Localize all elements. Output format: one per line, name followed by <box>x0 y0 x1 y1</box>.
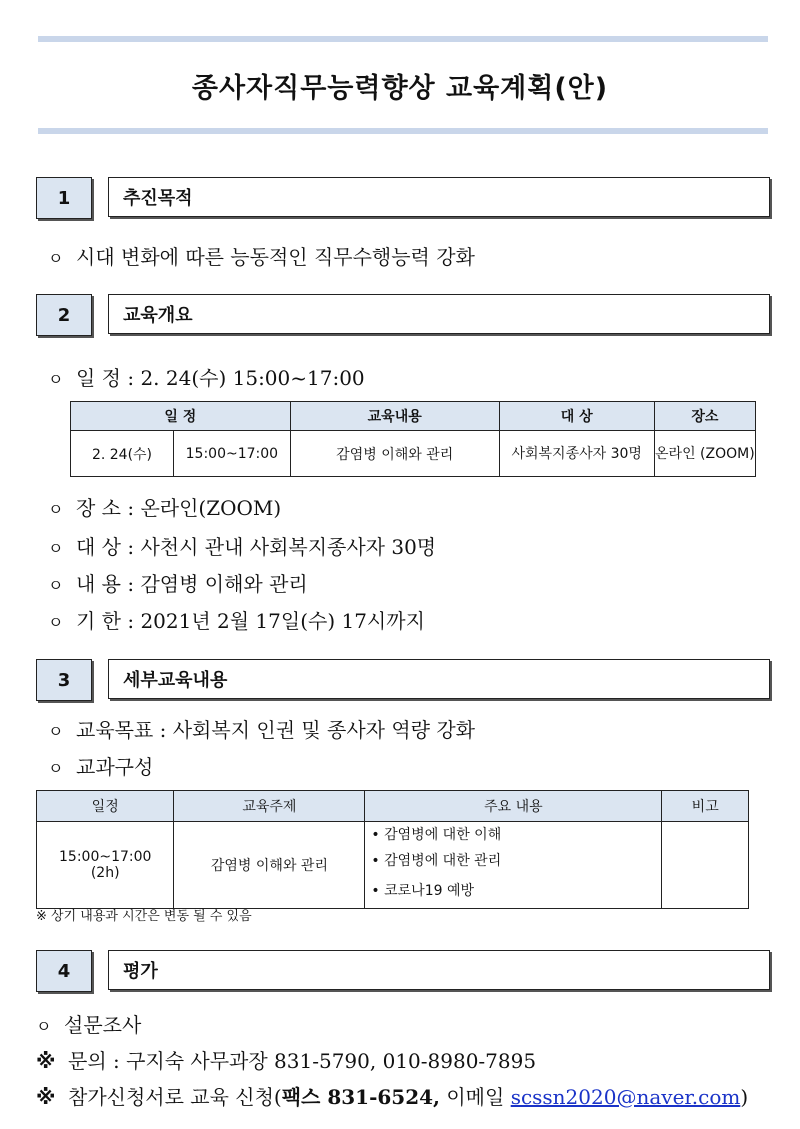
reference-mark-icon: ※ <box>36 1049 56 1073</box>
goal-line <box>48 714 475 743</box>
composition-text: 교과구성 <box>76 755 154 779</box>
bullet-icon: ㅇ <box>48 500 64 519</box>
list-item: • 감염병에 대한 관리 <box>371 853 502 869</box>
bullet-icon: ㅇ <box>48 613 64 632</box>
table-cell-topic: 감염병 이해와 관리 <box>174 822 365 909</box>
bullet-icon: ㅇ <box>48 576 64 595</box>
page-title: 종사자직무능력향상 교육계획(안) <box>191 73 609 104</box>
deadline-line <box>48 605 425 634</box>
section-number: 2 <box>36 294 92 336</box>
target-line <box>48 531 436 560</box>
section-4-header <box>36 950 772 992</box>
table-header: 교육내용 <box>290 402 499 431</box>
section-3-header <box>36 659 772 701</box>
change-note: ※ 상기 내용과 시간은 변동 될 수 있음 <box>36 909 252 924</box>
bullet-icon: ㅇ <box>48 722 64 741</box>
list-item: • 코로나19 예방 <box>371 883 475 899</box>
reference-mark-icon: ※ <box>36 1085 56 1109</box>
apply-text: 참가신청서로 교육 신청( <box>68 1085 282 1109</box>
table-cell-items <box>365 822 662 909</box>
table-header: 대 상 <box>499 402 654 431</box>
overview-table <box>70 401 756 477</box>
table-header: 장소 <box>654 402 755 431</box>
bullet-icon: ㅇ <box>48 759 64 778</box>
table-header: 일 정 <box>71 402 291 431</box>
survey-text: 설문조사 <box>64 1013 142 1037</box>
apply-email-label: 이메일 <box>440 1085 511 1109</box>
schedule-line <box>48 362 365 391</box>
table-header: 비고 <box>662 791 749 822</box>
composition-line <box>48 751 153 780</box>
inquiry-line <box>36 1045 536 1074</box>
table-header: 주요 내용 <box>365 791 662 822</box>
survey-line <box>36 1009 141 1038</box>
table-cell-remark <box>662 822 749 909</box>
content-line <box>48 568 308 597</box>
section-title: 평가 <box>108 950 770 990</box>
section-1-header <box>36 177 772 219</box>
deadline-text: 기 한 : 2021년 2월 17일(수) 17시까지 <box>76 609 425 633</box>
table-header: 일정 <box>37 791 174 822</box>
table-cell-date: 2. 24(수) <box>71 431 174 477</box>
place-line <box>48 492 281 521</box>
curriculum-table <box>36 790 749 909</box>
table-cell-time: 15:00~17:00 <box>174 431 291 477</box>
goal-text: 교육목표 : 사회복지 인권 및 종사자 역량 강화 <box>76 718 475 742</box>
section-title: 추진목적 <box>108 177 770 217</box>
purpose-line <box>48 241 475 270</box>
table-cell-content: 감염병 이해와 관리 <box>290 431 499 477</box>
email-link[interactable]: scssn2020@naver.com <box>510 1085 741 1109</box>
inquiry-text: 문의 : 구지숙 사무과장 831-5790, 010-8980-7895 <box>68 1049 537 1073</box>
table-cell-time: 15:00~17:00 (2h) <box>37 822 174 909</box>
schedule-text: 일 정 : 2. 24(수) 15:00~17:00 <box>76 366 365 390</box>
top-rule <box>38 36 768 42</box>
section-number: 4 <box>36 950 92 992</box>
target-text: 대 상 : 사천시 관내 사회복지종사자 30명 <box>76 535 437 559</box>
title-underline-rule <box>38 128 768 134</box>
table-header: 교육주제 <box>174 791 365 822</box>
place-text: 장 소 : 온라인(ZOOM) <box>76 496 282 520</box>
bullet-icon: ㅇ <box>48 249 64 268</box>
bullet-icon: ㅇ <box>48 370 64 389</box>
section-title: 교육개요 <box>108 294 770 334</box>
list-item: • 감염병에 대한 이해 <box>371 827 502 843</box>
section-number: 3 <box>36 659 92 701</box>
content-text: 내 용 : 감염병 이해와 관리 <box>76 572 308 596</box>
table-cell-place: 온라인 (ZOOM) <box>654 431 755 477</box>
bullet-icon: ㅇ <box>48 539 64 558</box>
table-cell-target: 사회복지종사자 30명 <box>499 431 654 477</box>
section-title: 세부교육내용 <box>108 659 770 699</box>
apply-close: ) <box>740 1085 749 1109</box>
section-number: 1 <box>36 177 92 219</box>
section-2-header <box>36 294 772 336</box>
apply-line <box>36 1081 748 1110</box>
bullet-icon: ㅇ <box>36 1017 52 1036</box>
apply-fax: 팩스 831-6524, <box>281 1085 440 1109</box>
purpose-text: 시대 변화에 따른 능동적인 직무수행능력 강화 <box>76 245 475 269</box>
